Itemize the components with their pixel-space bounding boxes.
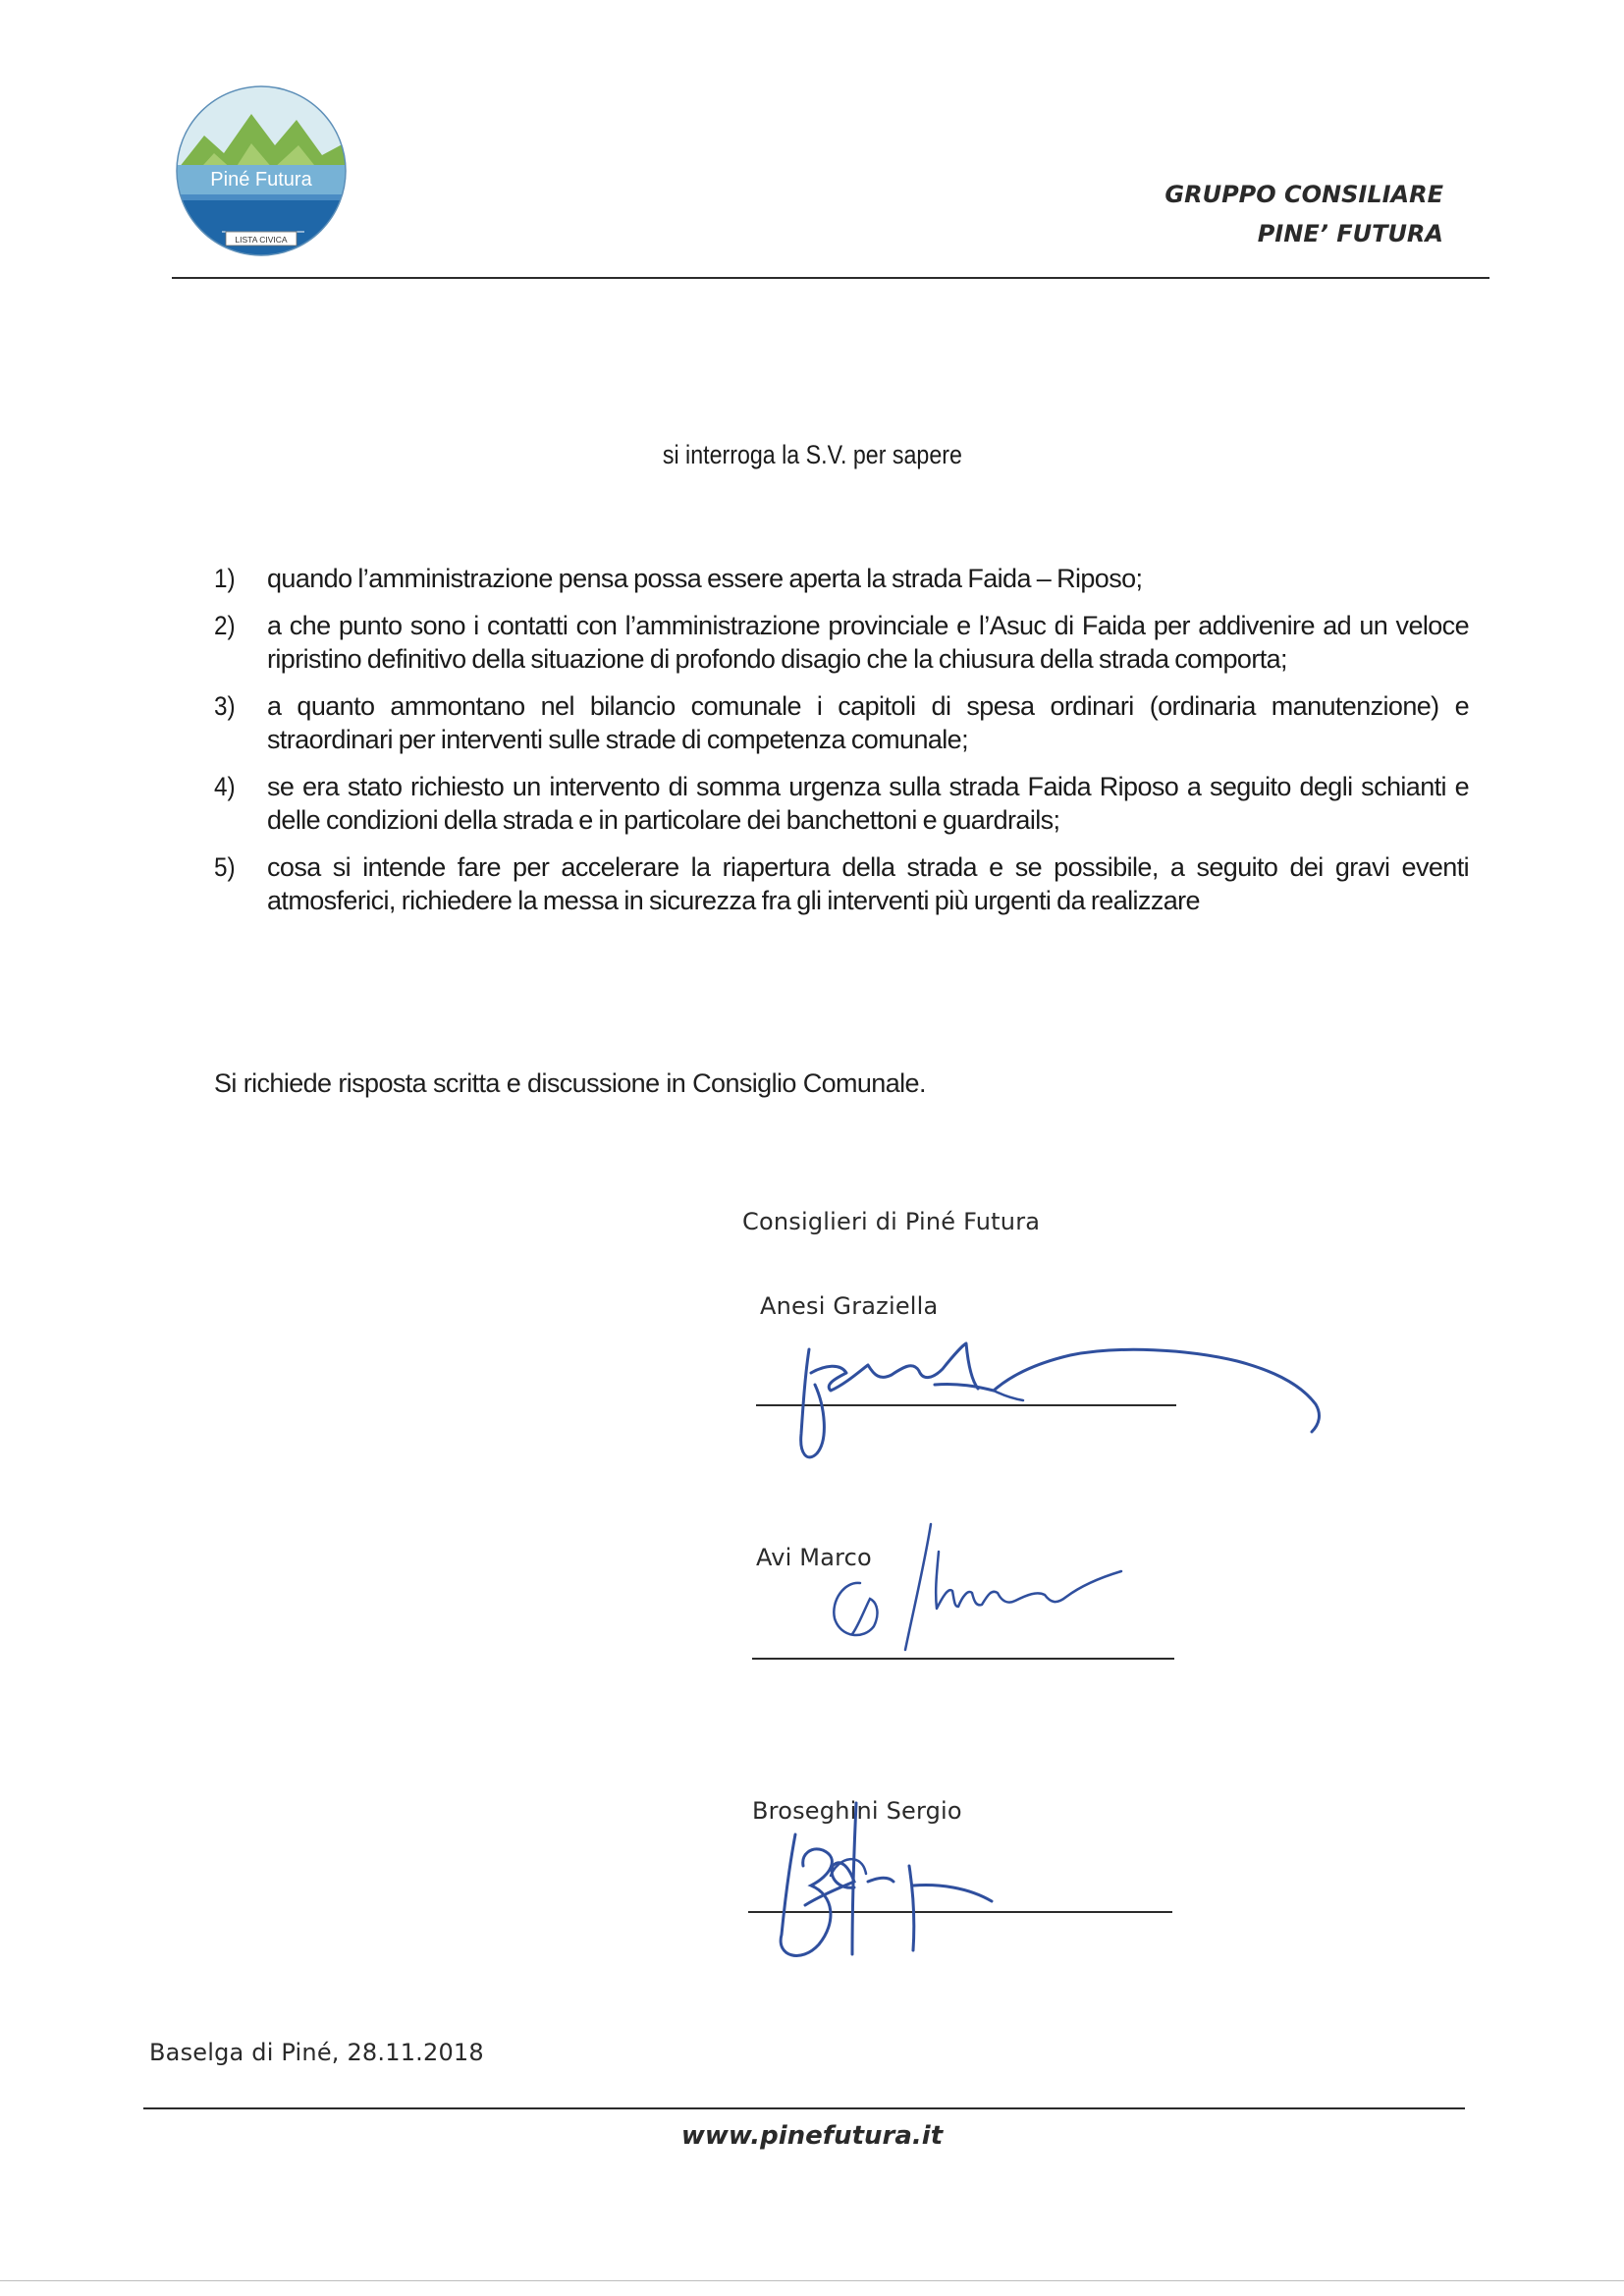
question-text: se era stato richiesto un intervento di somma urgenza sulla strada Faida Riposo a seguito degli schianti e delle condizioni della strada e in particolare dei banchettoni e guardrails; xyxy=(267,772,1469,835)
question-number: 2) xyxy=(214,611,236,640)
logo-water xyxy=(175,194,348,257)
footer-divider xyxy=(143,2107,1465,2109)
website-url: www.pinefutura.it xyxy=(680,2121,944,2151)
intro-text xyxy=(0,440,1624,470)
signature-anesi xyxy=(766,1316,1404,1473)
group-name-line-2: PINE’ FUTURA xyxy=(1257,220,1443,247)
question-text: a quanto ammontano nel bilancio comunale i capitoli di spesa ordinari (ordinaria manutenzione) e straordinari per interventi sulle strade di competenza comunale; xyxy=(267,691,1469,754)
place-and-date: Baselga di Piné, 28.11.2018 xyxy=(149,2039,484,2066)
question-item xyxy=(214,770,1469,837)
signature-avi xyxy=(805,1512,1198,1669)
question-item xyxy=(214,562,1469,595)
question-item xyxy=(214,850,1469,917)
question-number: 4) xyxy=(214,772,236,801)
question-number: 3) xyxy=(214,691,236,721)
logo-title: Piné Futura xyxy=(210,169,312,191)
signer-name: Anesi Graziella xyxy=(760,1292,939,1320)
question-item xyxy=(214,609,1469,676)
signer-name: Avi Marco xyxy=(756,1544,872,1571)
signer-name: Broseghini Sergio xyxy=(752,1797,962,1825)
header-divider xyxy=(172,277,1489,279)
question-text: a che punto sono i contatti con l’amministrazione provinciale e l’Asuc di Faida per addivenire ad un veloce ripristino definitivo della situazione di profondo disagio che la chiusura della strada comporta; xyxy=(267,611,1469,674)
question-number: 5) xyxy=(214,852,236,882)
questions-list xyxy=(214,562,1469,931)
signature-broseghini xyxy=(746,1797,1070,1974)
request-text: Si richiede risposta scritta e discussione in Consiglio Comunale. xyxy=(214,1068,926,1098)
pine-futura-logo xyxy=(175,84,348,257)
logo-subtitle: LISTA CIVICA xyxy=(235,235,288,245)
councillors-title: Consiglieri di Piné Futura xyxy=(742,1208,1041,1235)
question-item xyxy=(214,689,1469,756)
question-text: quando l’amministrazione pensa possa essere aperta la strada Faida – Riposo; xyxy=(267,564,1143,593)
group-name-line-1: GRUPPO CONSILIARE xyxy=(1164,181,1443,208)
scan-edge-line xyxy=(0,2280,1624,2281)
group-name xyxy=(1164,175,1443,253)
intro-text-content: si interroga la S.V. per sapere xyxy=(662,440,962,469)
question-number: 1) xyxy=(214,564,236,593)
question-text: cosa si intende fare per accelerare la riapertura della strada e se possibile, a seguito dei gravi eventi atmosferici, richiedere la messa in sicurezza fra gli interventi più urgenti da realizzare xyxy=(267,852,1469,915)
